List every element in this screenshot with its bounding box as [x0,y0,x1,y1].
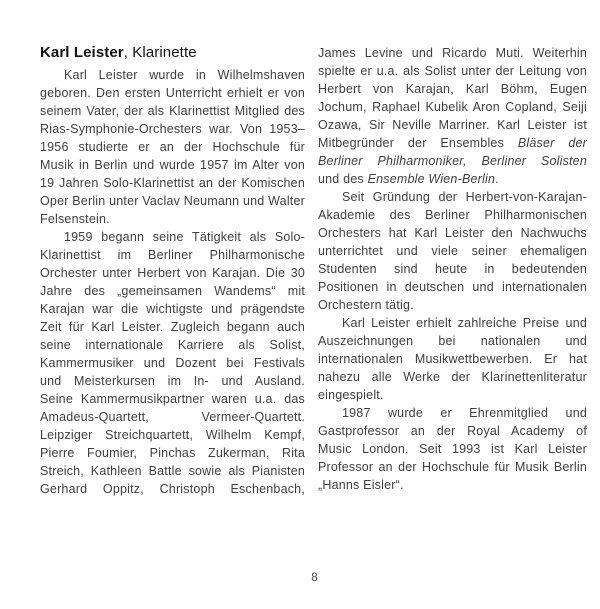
text-segment: Seit Gründung der Herbert-von-Karajan- [342,190,587,204]
text-segment: Akademie des Berliner Philharmonischen [318,208,587,222]
text-segment: nahezu alle Werke der Klarinettenliteratur [318,370,587,384]
text-line [40,408,305,426]
text-segment: Felsenstein. [40,212,110,226]
left-column [40,44,305,498]
text-line [40,246,305,264]
text-segment: und des [318,172,368,186]
page-number: 8 [311,572,318,584]
text-segment: Herbert von Karajan, Karl Böhm, Eugen [318,82,587,96]
text-segment: Amadeus-Quartett, Vermeer-Quartett. [40,410,305,424]
text-segment: unterrichtet und viele seiner ehemaligen [318,244,587,258]
text-segment: geboren. Den ersten Unterricht erhielt er von [40,86,305,100]
text-segment: 1956 studierte er an der Hochschule für [40,140,305,154]
text-segment: Karl Leister wurde in Wilhelmshaven [64,68,305,82]
text-segment: seine internationale Karriere als Solist, [40,338,305,352]
text-line [40,480,305,498]
text-segment: eingespielt. [318,388,384,402]
text-line [318,368,587,386]
text-segment: Gastprofessor an der Royal Academy of [318,424,587,438]
text-segment: Karajan war die wichtigste und prägendste [40,302,305,316]
text-segment: 19 Jahren Solo-Klarinettist an der Komischen [40,176,305,190]
text-line [318,170,587,188]
text-line [318,188,587,206]
text-segment: Ozawa, Sir Neville Marriner. Karl Leister ist [318,118,587,132]
text-line [40,318,305,336]
text-line [318,116,587,134]
text-segment: Orchestern tätig. [318,298,414,312]
text-line [40,462,305,480]
text-line [40,228,305,246]
text-line [40,174,305,192]
text-segment: internationalen Musikwettbewerben. Er hat [318,352,587,366]
text-line [40,372,305,390]
person-name: Karl Leister [40,44,124,61]
text-segment: Musik in Berlin und wurde 1957 im Alter von [40,158,305,172]
text-line [318,242,587,260]
text-line [318,404,587,422]
text-line [40,426,305,444]
text-segment: seinem Vater, der als Klarinettist Mitglied des [40,104,305,118]
italic-text: Ensemble Wien-Berlin [367,172,496,186]
right-column-text [318,44,587,494]
text-line [318,206,587,224]
text-line [318,98,587,116]
text-segment: und Meisterkursen im In- und Ausland. [40,374,305,388]
text-line [40,66,305,84]
text-segment: Rias-Symphonie-Orchesters war. Von 1953– [40,122,305,136]
text-segment: Studenten sind heute in bedeutenden [318,262,587,276]
text-segment: Orchester unter Herbert von Karajan. Die 30 [40,266,305,280]
text-line [40,390,305,408]
text-line [318,62,587,80]
text-segment: Mitbegründer der Ensembles [318,136,518,150]
text-segment: Zeit für Karl Leister. Zugleich begann auch [40,320,305,334]
text-segment: James Levine und Ricardo Muti. Weiterhin [318,46,587,60]
text-segment: Professor an der Hochschule für Musik Berlin [318,460,587,474]
text-segment: Streich, Kathleen Battle sowie als Pianisten [40,464,305,478]
text-line [318,440,587,458]
text-segment: . [495,172,499,186]
text-line [318,458,587,476]
text-line [40,300,305,318]
text-segment: Kammermusiker und Dozent bei Festivals [40,356,305,370]
text-segment: Pierre Foumier, Pinchas Zukerman, Rita [40,446,305,460]
text-line [318,260,587,278]
text-segment: Seine Kammermusikpartner waren u.a. das [40,392,305,406]
text-line [40,336,305,354]
text-segment: „Hanns Eisler“. [318,478,404,492]
text-line [40,156,305,174]
text-line [40,84,305,102]
text-line [318,80,587,98]
text-line [318,422,587,440]
text-segment: spielte er u.a. als Solist unter der Leitung von [318,64,587,78]
text-segment: Music London. Seit 1993 ist Karl Leister [318,442,587,456]
text-segment: 1987 wurde er Ehrenmitglied und [342,406,587,420]
text-line [318,386,587,404]
text-segment: Karl Leister erhielt zahlreiche Preise und [342,316,587,330]
left-column-text [40,66,305,498]
text-segment: Oper Berlin unter Vaclav Neumann und Walter [40,194,305,208]
text-segment: Jochum, Raphael Kubelik Aron Copland, Seiji [318,100,587,114]
text-line [40,354,305,372]
text-line [318,332,587,350]
text-line [318,350,587,368]
text-segment: Positionen in deutschen und internationalen [318,280,587,294]
page-title [40,44,305,62]
text-segment: Klarinettist im Berliner Philharmonische [40,248,305,262]
text-line [40,120,305,138]
right-column [318,44,587,498]
italic-text: Berliner Philharmoniker, Berliner Solisten [318,154,587,168]
text-line [318,476,587,494]
text-segment: Jahre des „gemeinsamen Wandems“ mit [40,284,305,298]
text-line [318,314,587,332]
person-role: , Klarinette [123,44,197,61]
text-segment: Orchesters hat Karl Leister den Nachwuchs [318,226,587,240]
text-segment: 1959 begann seine Tätigkeit als Solo- [64,230,305,244]
text-line [40,282,305,300]
text-line [318,224,587,242]
text-line [318,134,587,152]
text-line [318,296,587,314]
text-segment: Auszeichnungen bei nationalen und [318,334,587,348]
text-line [40,102,305,120]
text-line [318,152,587,170]
text-segment: Gerhard Oppitz, Christoph Eschenbach, [40,482,305,496]
text-line [40,138,305,156]
text-line [40,264,305,282]
page-content [40,44,587,498]
text-line [318,278,587,296]
text-line [40,444,305,462]
italic-text: Bläser der [517,136,587,150]
text-line [40,192,305,210]
text-segment: Leipziger Streichquartett, Wilhelm Kempf, [40,428,305,442]
text-line [318,44,587,62]
text-line [40,210,305,228]
